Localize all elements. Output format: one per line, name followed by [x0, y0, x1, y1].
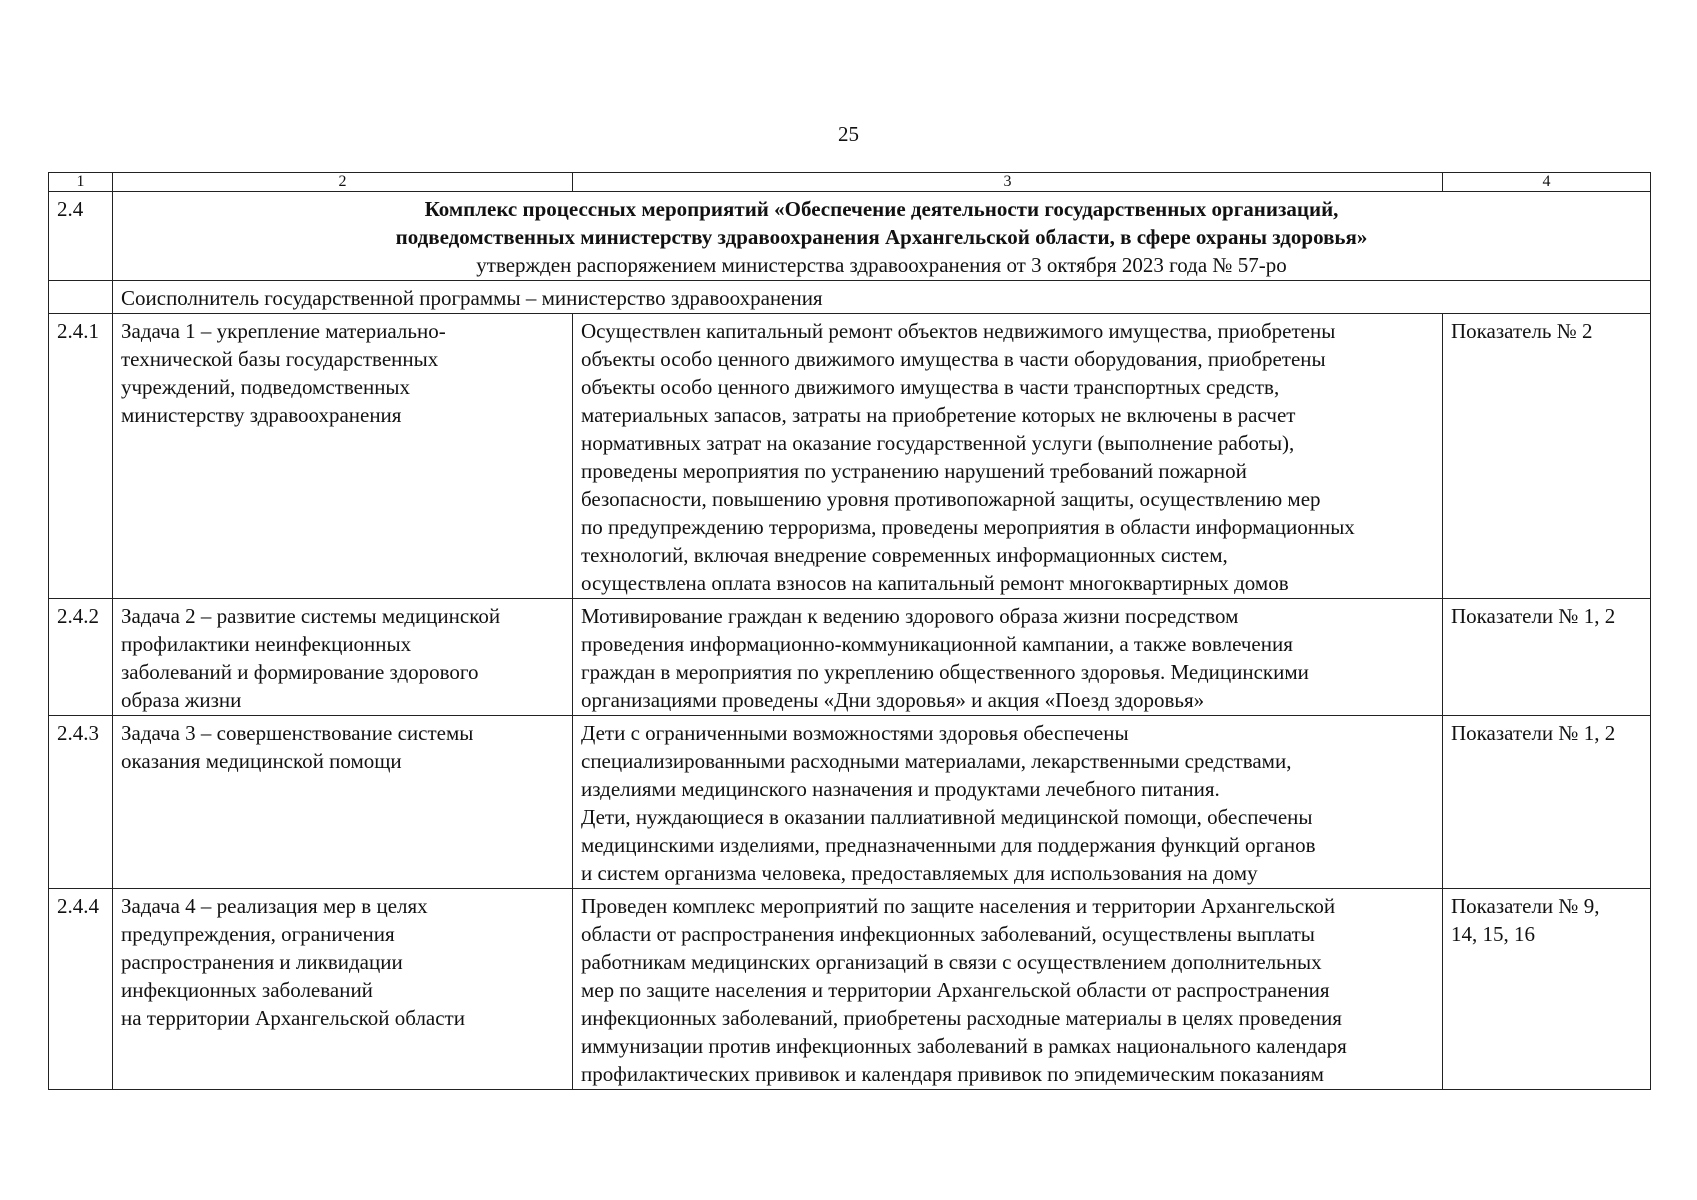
result-line: Дети с ограниченными возможностями здоровья обеспечены [581, 721, 1129, 745]
result-line: профилактических прививок и календаря прививок по эпидемическим показаниям [581, 1062, 1324, 1086]
task-indicator [1443, 889, 1651, 1090]
indicator-line: Показатели № 9, [1451, 894, 1600, 918]
program-table [48, 172, 1651, 1090]
task-result [573, 889, 1443, 1090]
column-number: 3 [573, 173, 1443, 192]
result-line: работникам медицинских организаций в связи с осуществлением дополнительных [581, 950, 1322, 974]
task-line: оказания медицинской помощи [121, 749, 402, 773]
result-line: проведены мероприятия по устранению нарушений требований пожарной [581, 459, 1247, 483]
result-line: Осуществлен капитальный ремонт объектов недвижимого имущества, приобретены [581, 319, 1336, 343]
section-approval: утвержден распоряжением министерства здравоохранения от 3 октября 2023 года № 57-ро [476, 253, 1287, 277]
task-line: министерству здравоохранения [121, 403, 402, 427]
task-description [113, 889, 573, 1090]
result-line: инфекционных заболеваний, приобретены расходные материалы в целях проведения [581, 1006, 1342, 1030]
task-indicator [1443, 716, 1651, 889]
result-line: Дети, нуждающиеся в оказании паллиативной медицинской помощи, обеспечены [581, 805, 1313, 829]
task-result [573, 314, 1443, 599]
indicator-line: Показатели № 1, 2 [1451, 604, 1616, 628]
task-line: инфекционных заболеваний [121, 978, 373, 1002]
result-line: специализированными расходными материалами, лекарственными средствами, [581, 749, 1292, 773]
task-indicator [1443, 314, 1651, 599]
task-indicator [1443, 599, 1651, 716]
result-line: иммунизации против инфекционных заболеваний в рамках национального календаря [581, 1034, 1347, 1058]
section-title-cell [113, 192, 1651, 281]
task-row [49, 889, 1651, 1090]
task-line: предупреждения, ограничения [121, 922, 395, 946]
column-number: 4 [1443, 173, 1651, 192]
result-line: технологий, включая внедрение современных информационных систем, [581, 543, 1228, 567]
result-line: безопасности, повышению уровня противопожарной защиты, осуществлению мер [581, 487, 1321, 511]
task-description [113, 314, 573, 599]
task-row [49, 716, 1651, 889]
task-result [573, 599, 1443, 716]
task-line: Задача 2 – развитие системы медицинской [121, 604, 501, 628]
task-line: технической базы государственных [121, 347, 439, 371]
section-number: 2.4 [49, 192, 113, 281]
indicator-line: Показатели № 1, 2 [1451, 721, 1616, 745]
result-line: нормативных затрат на оказание государственной услуги (выполнение работы), [581, 431, 1295, 455]
task-line: учреждений, подведомственных [121, 375, 411, 399]
result-line: проведения информационно-коммуникационной кампании, а также вовлечения [581, 632, 1293, 656]
task-number: 2.4.3 [49, 716, 113, 889]
task-line: образа жизни [121, 688, 242, 712]
task-number: 2.4.1 [49, 314, 113, 599]
result-line: материальных запасов, затраты на приобретение которых не включены в расчет [581, 403, 1296, 427]
task-number: 2.4.4 [49, 889, 113, 1090]
result-line: и систем организма человека, предоставляемых для использования на дому [581, 861, 1258, 885]
result-line: Мотивирование граждан к ведению здорового образа жизни посредством [581, 604, 1239, 628]
result-line: мер по защите населения и территории Архангельской области от распространения [581, 978, 1330, 1002]
page-number: 25 [838, 122, 859, 146]
task-line: заболеваний и формирование здорового [121, 660, 479, 684]
task-line: на территории Архангельской области [121, 1006, 465, 1030]
result-line: объекты особо ценного движимого имущества в части оборудования, приобретены [581, 347, 1326, 371]
result-line: граждан в мероприятия по укреплению общественного здоровья. Медицинскими [581, 660, 1309, 684]
column-number-row [49, 173, 1651, 192]
result-line: Проведен комплекс мероприятий по защите населения и территории Архангельской [581, 894, 1336, 918]
task-line: распространения и ликвидации [121, 950, 403, 974]
task-description [113, 599, 573, 716]
task-description [113, 716, 573, 889]
task-line: профилактики неинфекционных [121, 632, 412, 656]
result-line: медицинскими изделиями, предназначенными для поддержания функций органов [581, 833, 1316, 857]
task-line: Задача 1 – укрепление материально- [121, 319, 446, 343]
coexecutor-row [49, 281, 1651, 314]
task-row [49, 599, 1651, 716]
section-title-line: Комплекс процессных мероприятий «Обеспечение деятельности государственных организаций, [424, 197, 1339, 221]
result-line: осуществлена оплата взносов на капитальный ремонт многоквартирных домов [581, 571, 1289, 595]
result-line: объекты особо ценного движимого имущества в части транспортных средств, [581, 375, 1280, 399]
task-row [49, 314, 1651, 599]
result-line: изделиями медицинского назначения и продуктами лечебного питания. [581, 777, 1220, 801]
task-result [573, 716, 1443, 889]
column-number: 2 [113, 173, 573, 192]
task-number: 2.4.2 [49, 599, 113, 716]
result-line: по предупреждению терроризма, проведены мероприятия в области информационных [581, 515, 1355, 539]
section-header-row [49, 192, 1651, 281]
result-line: области от распространения инфекционных заболеваний, осуществлены выплаты [581, 922, 1315, 946]
task-line: Задача 4 – реализация мер в целях [121, 894, 428, 918]
column-number: 1 [49, 173, 113, 192]
section-title-line: подведомственных министерству здравоохранения Архангельской области, в сфере охраны здоровья» [395, 225, 1368, 249]
task-line: Задача 3 – совершенствование системы [121, 721, 474, 745]
coexecutor-text: Соисполнитель государственной программы – министерство здравоохранения [113, 281, 1651, 314]
empty-number-cell [49, 281, 113, 314]
indicator-line: 14, 15, 16 [1451, 922, 1535, 946]
result-line: организациями проведены «Дни здоровья» и акция «Поезд здоровья» [581, 688, 1205, 712]
indicator-line: Показатель № 2 [1451, 319, 1593, 343]
